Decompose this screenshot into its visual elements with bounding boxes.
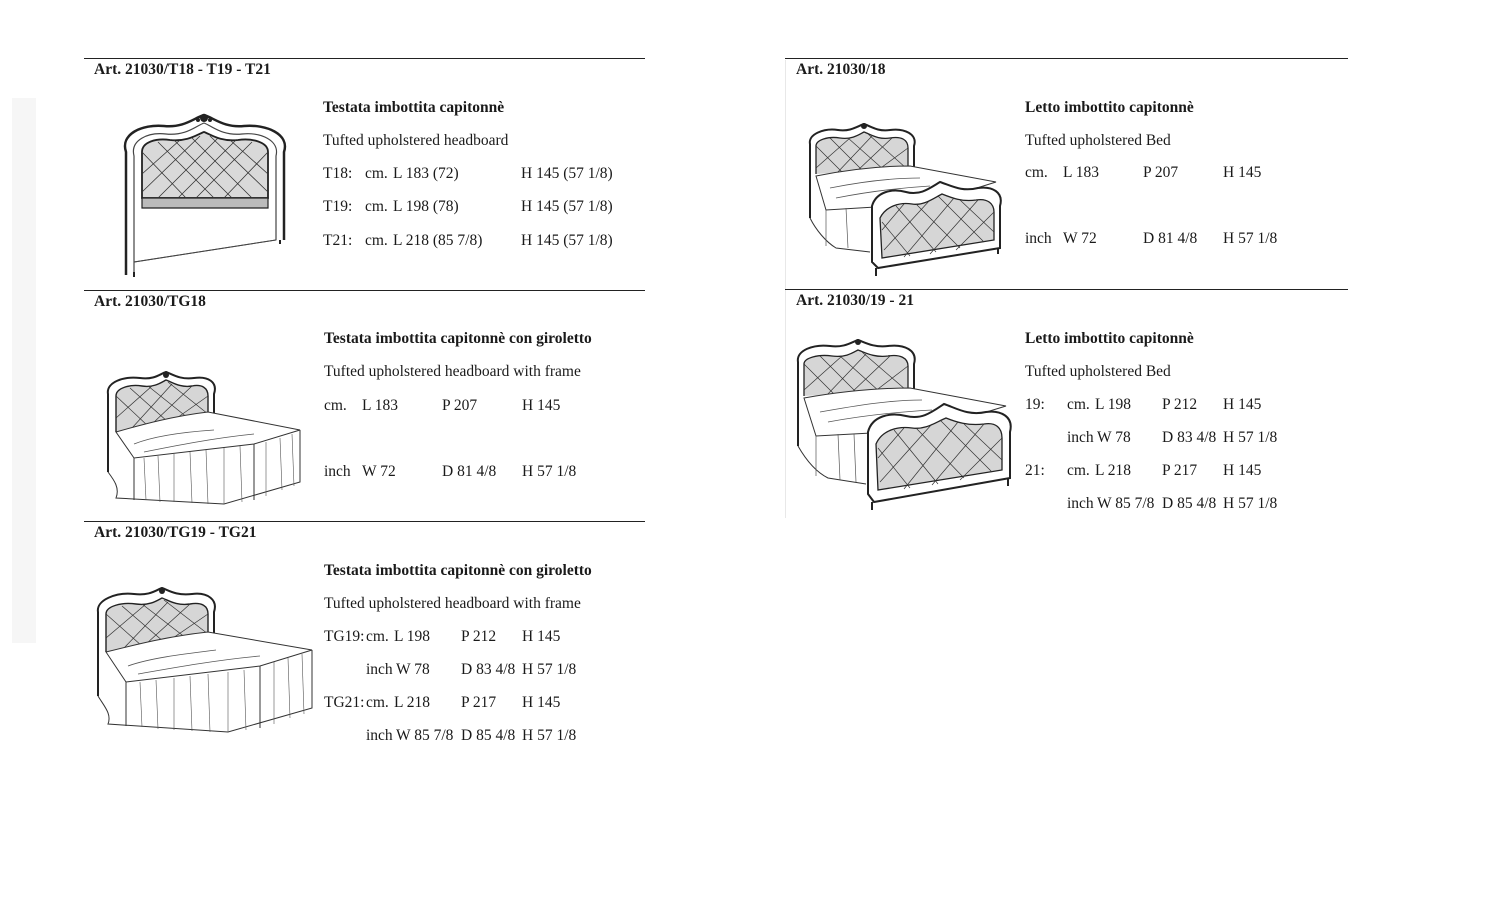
size-code: TG21: — [324, 694, 365, 711]
product-title-en: Tufted upholstered Bed — [1025, 132, 1171, 149]
size-unit: cm. — [365, 198, 388, 215]
article-code: Art. 21030/TG18 — [94, 293, 206, 310]
size-height: H 145 — [522, 694, 561, 711]
headboard-with-frame-drawing — [104, 372, 304, 508]
size-width: W 78 — [396, 661, 430, 678]
size-height: H 145 — [1223, 396, 1262, 413]
size-unit: inch — [1067, 429, 1094, 446]
size-unit: cm. — [366, 628, 389, 645]
size-unit: inch — [366, 661, 393, 678]
size-length: L 198 — [394, 628, 431, 645]
bed-drawing — [794, 338, 1016, 512]
size-height: H 145 — [1223, 462, 1262, 479]
size-depth: D 85 4/8 — [1162, 495, 1217, 512]
size-height: H 57 1/8 — [522, 727, 577, 744]
size-length: L 183 — [1063, 164, 1100, 181]
size-width: W 78 — [1097, 429, 1131, 446]
size-depth: D 83 4/8 — [461, 661, 516, 678]
product-title-it: Testata imbottita capitonnè — [323, 99, 505, 116]
size-width: W 85 7/8 — [396, 727, 454, 744]
size-height: H 145 (57 1/8) — [521, 232, 613, 249]
section-divider — [785, 58, 1348, 59]
size-unit: cm. — [365, 165, 388, 182]
article-code: Art. 21030/19 - 21 — [796, 292, 914, 309]
size-height: H 57 1/8 — [1223, 230, 1278, 247]
section-divider — [84, 58, 645, 59]
headboard-drawing — [112, 112, 297, 280]
size-unit: inch — [1025, 230, 1052, 247]
product-title-it: Testata imbottita capitonnè con giroletto — [324, 330, 592, 347]
size-depth: P 217 — [461, 694, 497, 711]
size-code: T19: — [323, 198, 353, 215]
size-depth: D 83 4/8 — [1162, 429, 1217, 446]
section-divider — [84, 521, 645, 522]
size-unit: cm. — [366, 694, 389, 711]
size-depth: P 212 — [1162, 396, 1198, 413]
size-depth: P 207 — [442, 397, 478, 414]
size-height: H 57 1/8 — [522, 463, 577, 480]
size-height: H 57 1/8 — [1223, 495, 1278, 512]
size-length: L 218 — [394, 694, 431, 711]
size-depth: P 212 — [461, 628, 497, 645]
section-divider — [785, 289, 1348, 290]
size-unit: cm. — [324, 397, 347, 414]
size-depth: D 81 4/8 — [442, 463, 497, 480]
size-height: H 57 1/8 — [1223, 429, 1278, 446]
size-unit: inch — [324, 463, 351, 480]
size-height: H 57 1/8 — [522, 661, 577, 678]
size-length: L 183 (72) — [393, 165, 459, 182]
size-height: H 145 (57 1/8) — [521, 198, 613, 215]
size-width: W 85 7/8 — [1097, 495, 1155, 512]
product-title-en: Tufted upholstered Bed — [1025, 363, 1171, 380]
size-code: 19: — [1025, 396, 1045, 413]
article-code: Art. 21030/T18 - T19 - T21 — [94, 61, 271, 78]
size-length: L 183 — [362, 397, 399, 414]
size-width: W 72 — [1063, 230, 1097, 247]
product-title-en: Tufted upholstered headboard with frame — [324, 595, 581, 612]
size-width: W 72 — [362, 463, 396, 480]
size-code: TG19: — [324, 628, 365, 645]
size-unit: cm. — [1025, 164, 1048, 181]
article-code: Art. 21030/TG19 - TG21 — [94, 524, 257, 541]
size-depth: D 85 4/8 — [461, 727, 516, 744]
size-height: H 145 — [522, 397, 561, 414]
size-unit: cm. — [365, 232, 388, 249]
size-unit: cm. — [1067, 462, 1090, 479]
page-edge-strip — [12, 98, 36, 643]
size-length: L 218 — [1095, 462, 1132, 479]
size-height: H 145 — [522, 628, 561, 645]
size-depth: P 217 — [1162, 462, 1198, 479]
product-title-en: Tufted upholstered headboard — [323, 132, 509, 149]
size-length: L 198 — [1095, 396, 1132, 413]
size-unit: inch — [366, 727, 393, 744]
size-code: T18: — [323, 165, 353, 182]
product-title-it: Letto imbottito capitonnè — [1025, 99, 1194, 116]
size-unit: inch — [1067, 495, 1094, 512]
size-length: L 218 (85 7/8) — [393, 232, 483, 249]
size-depth: D 81 4/8 — [1143, 230, 1198, 247]
article-code: Art. 21030/18 — [796, 61, 886, 78]
headboard-with-frame-drawing — [94, 588, 316, 736]
size-length: L 198 (78) — [393, 198, 459, 215]
size-code: T21: — [323, 232, 353, 249]
product-title-it: Testata imbottita capitonnè con giroletto — [324, 562, 592, 579]
bed-drawing — [806, 122, 1006, 278]
size-height: H 145 (57 1/8) — [521, 165, 613, 182]
section-divider — [84, 290, 645, 291]
product-title-it: Letto imbottito capitonnè — [1025, 330, 1194, 347]
size-height: H 145 — [1223, 164, 1262, 181]
product-title-en: Tufted upholstered headboard with frame — [324, 363, 581, 380]
size-depth: P 207 — [1143, 164, 1179, 181]
size-code: 21: — [1025, 462, 1045, 479]
size-unit: cm. — [1067, 396, 1090, 413]
